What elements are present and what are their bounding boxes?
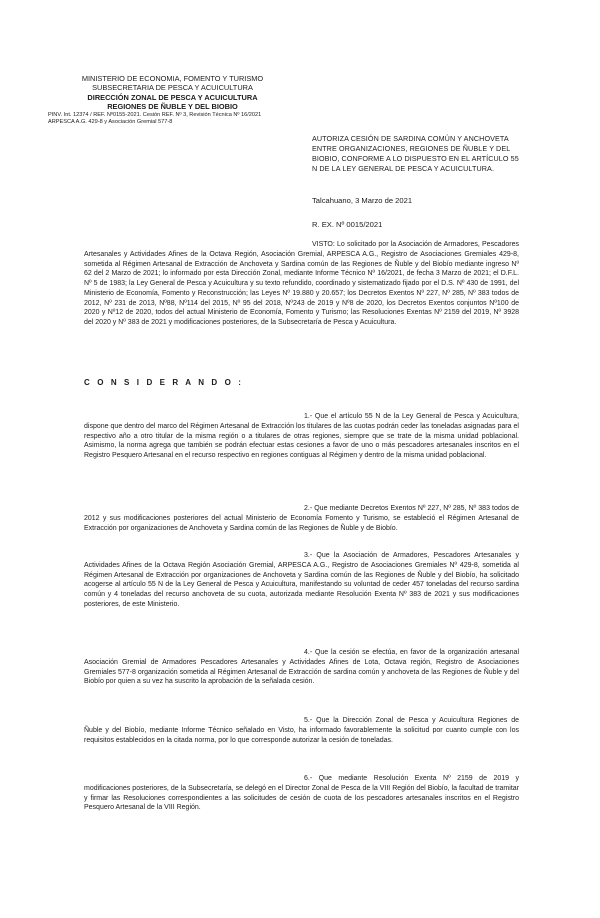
considerando-paragraph-6	[84, 774, 519, 813]
considerando-paragraph-5	[84, 716, 519, 745]
considerando-paragraph-2	[84, 504, 519, 533]
visto-text: Lo solicitado por la Asociación de Armadores, Pescadores Artesanales y Actividades Afines de la Octava Región, Asociación Gremial, ARPESCA A.G., Registro de Asociaciones Gremiales 429-8, sometida al Régimen Artesanal de Extracción de Anchoveta y Sardina común de las Regiones de Ñuble y del Biobío mediante ingreso Nº 62 del 2 Marzo de 2021; lo informado por esta Dirección Zonal, mediante Informe Técnico Nº 16/2021, de fecha 3 Marzo de 2021; el D.F.L. Nº 5 de 1983; la Ley General de Pesca y Acuicultura y su texto refundido, coordinado y sistematizado fijado por el D.S. Nº 430 de 1991, del Ministerio de Economía, Fomento y Reconstrucción; las Leyes Nº 19.880 y 20.657; los Decretos Exentos Nº 227, Nº 285, Nº 383 todos de 2012, Nº 231 de 2013, Nº88, Nº114 del 2015, Nº 95 del 2018, Nº243 de 2019 y Nº8 de 2020, los Decretos Exentos conjuntos Nº100 de 2020 y Nº12 de 2020, todos del actual Ministerio de Economía, Fomento y Turismo; las Resoluciones Exentas Nº 2159 del 2019, Nº 3928 del 2020 y Nº 383 de 2021 y modificaciones posteriores, de la Subsecretaría de Pesca y Acuicultura.	[84, 241, 519, 326]
place-date: Talcahuano, 3 Marzo de 2021	[312, 196, 413, 205]
paragraph-lead: 6.- Que mediante Resolución Exenta Nº 2159 de 2019 y	[304, 775, 519, 782]
visto-label: VISTO:	[312, 241, 335, 248]
considerando-paragraph-1	[84, 412, 519, 461]
considerando-paragraph-4	[84, 648, 519, 687]
undersecretariat-line: SUBSECRETARIA DE PESCA Y ACUICULTURA	[92, 83, 253, 93]
resolution-subject: AUTORIZA CESIÓN DE SARDINA COMÚN Y ANCHOVETA ENTRE ORGANIZACIONES, REGIONES DE ÑUBLE Y DEL BIOBIO, CONFORME A LO DISPUESTO EN EL ARTÍCULO 55 N DE LA LEY GENERAL DE PESCA Y ACUICULTURA.	[312, 134, 519, 173]
letterhead	[40, 74, 305, 126]
reference-line-2: ARPESCA A.G. 429-8 y Asociación Gremial 577-8	[48, 118, 173, 125]
paragraph-lead: 4.- Que la cesión se efectúa, en favor de la organización	[304, 649, 488, 656]
paragraph-text: artesanal Asociación Gremial de Armadores Pescadores Artesanales y Actividades Afines de Lota, Octava región, Registro de Asociaciones Gremiales 577-8 organización sometida al Régimen Artesanal de Extracción de sardina común y anchoveta de las Regiones de Ñuble y del Biobío por quien a su vez ha suscrito la aprobación de la señalada cesión.	[84, 649, 519, 686]
resolution-number: R. EX. Nº 0015/2021	[312, 220, 383, 229]
paragraph-lead: 1.- Que el artículo 55 N de la Ley General de Pesca y	[304, 413, 481, 420]
regions-line: REGIONES DE ÑUBLE Y DEL BIOBIO	[107, 102, 238, 112]
considerando-paragraph-3	[84, 551, 519, 610]
paragraph-text: 383 todos de 2012 y sus modificaciones posteriores del actual Ministerio de Economía Fomento y Turismo, se estableció el Régimen Artesanal de Extracción por organizaciones de Anchoveta y Sardina común de las Regiones de Ñuble y de Biobío.	[84, 505, 520, 532]
paragraph-text: Artesanales y Actividades Afines de la Octava Región Asociación Gremial, ARPESCA A.G., Registro de Asociaciones Gremiales Nº 429-8, sometida al Régimen Artesanal de Extracción por organizaciones de Anchoveta y Sardina común de las Regiones de Ñuble y del Biobío, ha solicitado acogerse al artículo 55 N de la Ley General de Pesca y Acuicultura, manifestando su voluntad de ceder 457 toneladas del recurso sardina común y 4 toneladas del recurso anchoveta de su cuota, autorizada mediante Resolución Exenta Nº 383 de 2021 y sus modificaciones posteriores, de este Ministerio.	[84, 552, 519, 608]
visto-paragraph	[84, 240, 519, 328]
paragraph-text: Regiones de Ñuble y del Biobío, mediante Informe Técnico señalado en Visto, ha informado favorablemente la solicitud por cuanto cumple con los requisitos establecidos en la citada norma, por lo que corresponde autorizar la cesión de toneladas.	[84, 717, 520, 744]
paragraph-lead: 5.- Que la Dirección Zonal de Pesca y Acuicultura	[304, 717, 474, 724]
paragraph-lead: 2.- Que mediante Decretos Exentos Nº 227, Nº 285, Nº	[304, 505, 477, 512]
directorate-line: DIRECCIÓN ZONAL DE PESCA Y ACUICULTURA	[87, 92, 258, 102]
paragraph-text: Acuicultura, dispone que dentro del marco del Régimen Artesanal de Extracción los titulares de las cuotas podrán ceder las toneladas asignadas para el respectivo año a otro titular de la misma región o a titulares de otras regiones, siempre que se trate de la misma unidad poblacional. Asimismo, la norma agrega que también se podrán efectuar estas cesiones a favor de uno o más pescadores artesanales inscritos en el Registro Pesquero Artesanal en el recurso respectivo en regiones contiguas al Régimen y dentro de la misma unidad poblacional.	[84, 413, 519, 459]
paragraph-text: modificaciones posteriores, de la Subsecretaría, se delegó en el Director Zonal de Pesca de la VIII Región del Biobío, la facultad de tramitar y firmar las Resoluciones correspondientes a las solicitudes de cesión de cuota de los pescadores artesanales inscritos en el Registro Pesquero Artesanal de la VIII Región.	[84, 784, 519, 812]
ministry-line: MINISTERIO DE ECONOMIA, FOMENTO Y TURISMO	[81, 74, 264, 83]
considerando-heading: C O N S I D E R A N D O :	[84, 378, 244, 387]
paragraph-lead: 3.- Que la Asociación de Armadores, Pescadores	[304, 552, 471, 559]
reference-line-1: PINV. Int. 12374 / REF. Nº0155-2021. Cesión REF. Nº 3, Revisión Técnica Nº 16/2021	[48, 111, 262, 118]
